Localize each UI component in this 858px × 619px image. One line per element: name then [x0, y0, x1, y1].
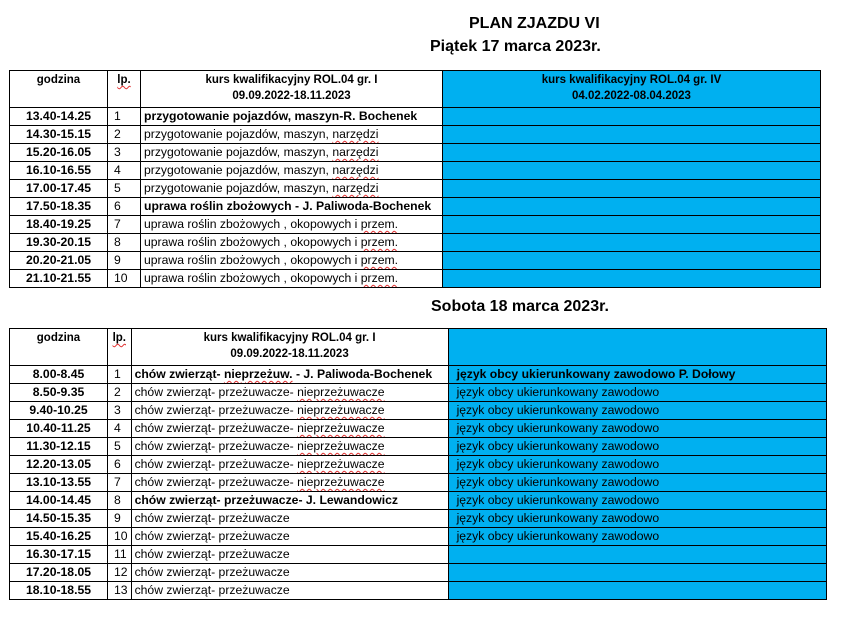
course-gr4-cell	[448, 582, 826, 600]
lp-cell: 2	[108, 384, 132, 402]
table-row	[10, 108, 821, 126]
time-cell: 18.40-19.25	[10, 216, 108, 234]
time-cell: 9.40-10.25	[10, 402, 108, 420]
subject-cell	[131, 528, 448, 546]
subject-text: uprawa roślin zbożowych - J. Paliwoda-Bochenek	[144, 199, 432, 213]
table-row	[10, 402, 827, 420]
friday-schedule-table	[9, 70, 821, 288]
course-gr4-cell	[443, 144, 821, 162]
subject-cell	[131, 564, 448, 582]
time-cell: 17.00-17.45	[10, 180, 108, 198]
subject-cell	[141, 144, 443, 162]
subject-cell	[131, 456, 448, 474]
table-row	[10, 366, 827, 384]
lp-cell: 13	[108, 582, 132, 600]
subject-text: uprawa roślin zbożowych , okopowych i przem.	[144, 271, 399, 285]
course-gr4-cell	[443, 108, 821, 126]
saturday-schedule-table	[9, 328, 827, 600]
table-row	[10, 528, 827, 546]
time-cell: 18.10-18.55	[10, 582, 108, 600]
subject-cell	[141, 252, 443, 270]
course-gr4-cell: język obcy ukierunkowany zawodowo	[448, 474, 826, 492]
subject-text: przygotowanie pojazdów, maszyn, narzędzi	[144, 163, 379, 177]
subject-cell	[141, 198, 443, 216]
time-cell: 15.20-16.05	[10, 144, 108, 162]
subject-cell	[131, 546, 448, 564]
lp-cell: 4	[108, 162, 141, 180]
lp-cell: 7	[108, 216, 141, 234]
lp-cell: 3	[108, 144, 141, 162]
time-cell: 14.50-15.35	[10, 510, 108, 528]
subject-text: chów zwierząt- nieprzeżuw. - J. Paliwoda-Bochenek	[134, 367, 433, 381]
subject-cell	[131, 582, 448, 600]
table-row	[10, 234, 821, 252]
subject-cell	[141, 270, 443, 288]
lp-cell: 12	[108, 564, 132, 582]
course-gr4-cell	[443, 162, 821, 180]
lp-cell: 1	[108, 108, 141, 126]
header-lp: lp.	[108, 329, 132, 366]
subject-cell	[131, 510, 448, 528]
subject-text: przygotowanie pojazdów, maszyn, narzędzi	[144, 127, 379, 141]
table-row	[10, 198, 821, 216]
table-row	[10, 216, 821, 234]
lp-cell: 1	[108, 366, 132, 384]
header-godzina: godzina	[10, 71, 108, 108]
table-row	[10, 252, 821, 270]
course-gr4-cell: język obcy ukierunkowany zawodowo	[448, 402, 826, 420]
lp-cell: 4	[108, 420, 132, 438]
lp-cell: 6	[108, 198, 141, 216]
subject-text: chów zwierząt- przeżuwacze- nieprzeżuwacze	[134, 475, 385, 489]
subject-cell	[141, 180, 443, 198]
course-gr4-cell: język obcy ukierunkowany zawodowo P. Dołowy	[448, 366, 826, 384]
time-cell: 8.50-9.35	[10, 384, 108, 402]
lp-cell: 10	[108, 528, 132, 546]
table-row	[10, 126, 821, 144]
course-gr4-cell	[443, 270, 821, 288]
time-cell: 13.10-13.55	[10, 474, 108, 492]
lp-cell: 3	[108, 402, 132, 420]
course-gr4-cell: język obcy ukierunkowany zawodowo	[448, 456, 826, 474]
time-cell: 8.00-8.45	[10, 366, 108, 384]
subject-cell	[131, 384, 448, 402]
subject-text: chów zwierząt- przeżuwacze	[134, 511, 290, 525]
lp-cell: 5	[108, 180, 141, 198]
time-cell: 14.00-14.45	[10, 492, 108, 510]
time-cell: 19.30-20.15	[10, 234, 108, 252]
subject-text: przygotowanie pojazdów, maszyn, narzędzi	[144, 181, 379, 195]
lp-cell: 11	[108, 546, 132, 564]
course-gr4-cell	[448, 564, 826, 582]
subject-cell	[131, 420, 448, 438]
subject-cell	[141, 126, 443, 144]
table-row	[10, 144, 821, 162]
course-gr4-cell: język obcy ukierunkowany zawodowo	[448, 492, 826, 510]
table-row	[10, 384, 827, 402]
time-cell: 17.20-18.05	[10, 564, 108, 582]
lp-cell: 6	[108, 456, 132, 474]
subject-cell	[131, 492, 448, 510]
time-cell: 21.10-21.55	[10, 270, 108, 288]
time-cell: 12.20-13.05	[10, 456, 108, 474]
course-gr4-cell	[443, 180, 821, 198]
course-gr4-cell	[443, 252, 821, 270]
course-gr4-cell	[448, 546, 826, 564]
subject-cell	[131, 366, 448, 384]
time-cell: 15.40-16.25	[10, 528, 108, 546]
page-title: PLAN ZJAZDU VI	[469, 15, 600, 32]
course-gr4-cell	[443, 216, 821, 234]
subject-cell	[131, 438, 448, 456]
subject-cell	[141, 162, 443, 180]
header-course-gr4	[448, 329, 826, 366]
subject-text: uprawa roślin zbożowych , okopowych i przem.	[144, 253, 399, 267]
header-course-gr1: kurs kwalifikacyjny ROL.04 gr. I 09.09.2022-18.11.2023	[141, 71, 443, 108]
subject-text: chów zwierząt- przeżuwacze	[134, 565, 290, 579]
table-row	[10, 564, 827, 582]
lp-cell: 8	[108, 234, 141, 252]
subject-text: przygotowanie pojazdów, maszyn-R. Bochenek	[144, 109, 418, 123]
course-gr4-cell: język obcy ukierunkowany zawodowo	[448, 420, 826, 438]
time-cell: 14.30-15.15	[10, 126, 108, 144]
header-lp: lp.	[108, 71, 141, 108]
subject-cell	[141, 234, 443, 252]
lp-cell: 7	[108, 474, 132, 492]
header-course-gr4: kurs kwalifikacyjny ROL.04 gr. IV 04.02.2022-08.04.2023	[443, 71, 821, 108]
subject-text: chów zwierząt- przeżuwacze	[134, 529, 290, 543]
table-row	[10, 546, 827, 564]
table-row	[10, 438, 827, 456]
subject-text: chów zwierząt- przeżuwacze	[134, 583, 290, 597]
lp-cell: 9	[108, 510, 132, 528]
time-cell: 16.10-16.55	[10, 162, 108, 180]
subject-text: uprawa roślin zbożowych , okopowych i przem.	[144, 217, 399, 231]
time-cell: 11.30-12.15	[10, 438, 108, 456]
table-row	[10, 510, 827, 528]
lp-cell: 8	[108, 492, 132, 510]
time-cell: 10.40-11.25	[10, 420, 108, 438]
course-gr4-cell: język obcy ukierunkowany zawodowo	[448, 384, 826, 402]
subject-text: chów zwierząt- przeżuwacze- J. Lewandowicz	[134, 493, 399, 507]
subject-text: chów zwierząt- przeżuwacze- nieprzeżuwacze	[134, 385, 385, 399]
lp-cell: 9	[108, 252, 141, 270]
time-cell: 20.20-21.05	[10, 252, 108, 270]
course-gr4-cell: język obcy ukierunkowany zawodowo	[448, 510, 826, 528]
header-godzina: godzina	[10, 329, 108, 366]
subject-text: przygotowanie pojazdów, maszyn, narzędzi	[144, 145, 379, 159]
course-gr4-cell: język obcy ukierunkowany zawodowo	[448, 438, 826, 456]
friday-heading: Piątek 17 marca 2023r.	[430, 38, 601, 55]
course-gr4-cell	[443, 234, 821, 252]
subject-cell	[131, 474, 448, 492]
subject-text: chów zwierząt- przeżuwacze- nieprzeżuwacze	[134, 421, 385, 435]
time-cell: 13.40-14.25	[10, 108, 108, 126]
subject-text: chów zwierząt- przeżuwacze- nieprzeżuwacze	[134, 439, 385, 453]
table-row	[10, 456, 827, 474]
time-cell: 16.30-17.15	[10, 546, 108, 564]
subject-text: uprawa roślin zbożowych , okopowych i przem.	[144, 235, 399, 249]
subject-cell	[131, 402, 448, 420]
subject-text: chów zwierząt- przeżuwacze	[134, 547, 290, 561]
table-row	[10, 474, 827, 492]
table-row	[10, 162, 821, 180]
table-row	[10, 582, 827, 600]
table-row	[10, 420, 827, 438]
course-gr4-cell	[443, 126, 821, 144]
time-cell: 17.50-18.35	[10, 198, 108, 216]
subject-cell	[141, 108, 443, 126]
table-row	[10, 270, 821, 288]
table-row	[10, 180, 821, 198]
subject-cell	[141, 216, 443, 234]
course-gr4-cell	[443, 198, 821, 216]
subject-text: chów zwierząt- przeżuwacze- nieprzeżuwacze	[134, 457, 385, 471]
table-row	[10, 492, 827, 510]
lp-cell: 5	[108, 438, 132, 456]
course-gr4-cell: język obcy ukierunkowany zawodowo	[448, 528, 826, 546]
lp-cell: 10	[108, 270, 141, 288]
lp-cell: 2	[108, 126, 141, 144]
header-course-gr1: kurs kwalifikacyjny ROL.04 gr. I 09.09.2022-18.11.2023	[131, 329, 448, 366]
saturday-heading: Sobota 18 marca 2023r.	[431, 298, 609, 315]
subject-text: chów zwierząt- przeżuwacze- nieprzeżuwacze	[134, 403, 385, 417]
